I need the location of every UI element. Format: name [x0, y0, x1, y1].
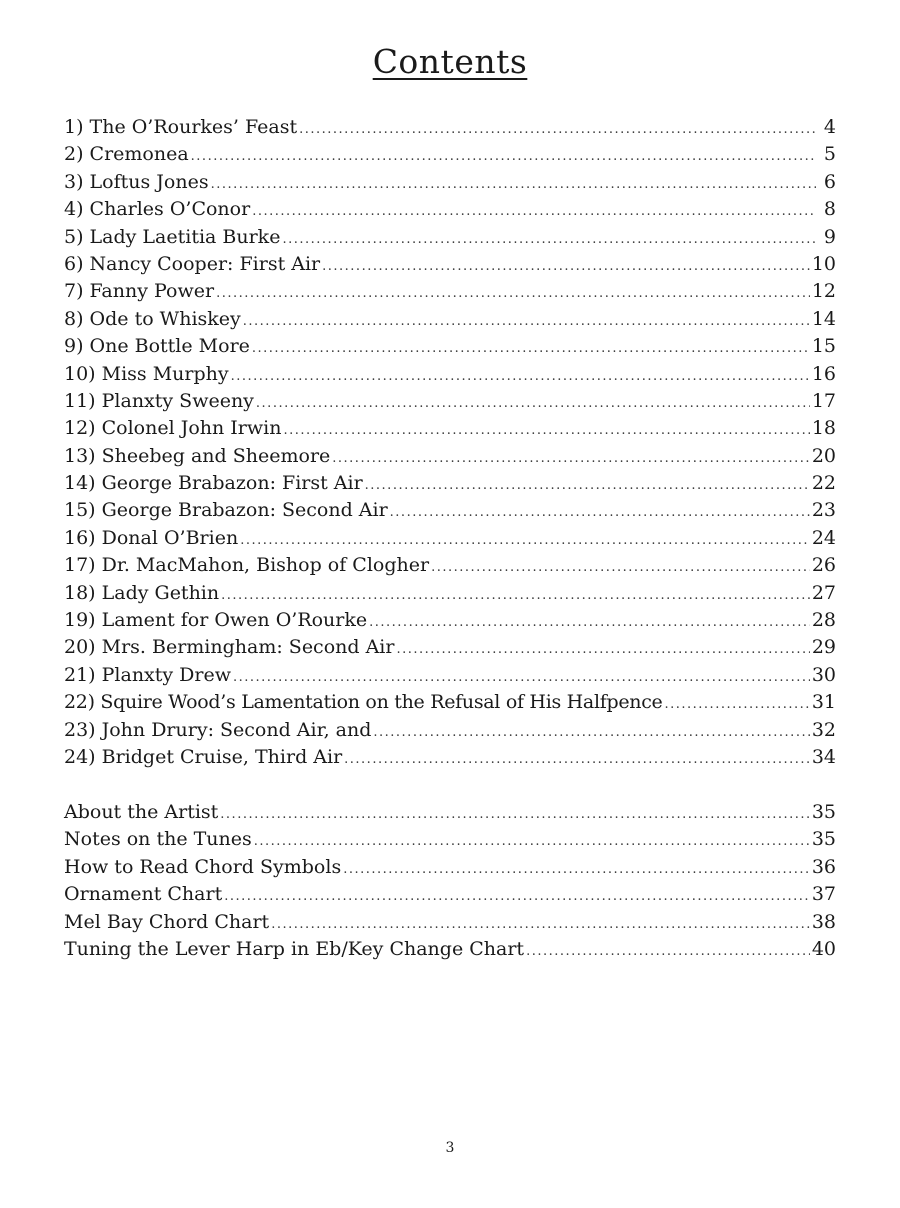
toc-entry [64, 607, 836, 634]
entry-page: 15 [811, 335, 836, 358]
entry-title: 14) George Brabazon: First Air [64, 472, 363, 495]
entry-title: 20) Mrs. Bermingham: Second Air [64, 636, 395, 659]
entry-page: 4 [823, 116, 836, 138]
dot-leader [665, 691, 810, 718]
entry-page: 32 [811, 718, 836, 741]
entry-page: 22 [811, 472, 836, 495]
entry-page: 31 [811, 691, 836, 714]
entry-title: About the Artist [64, 801, 219, 823]
toc-entry [64, 470, 836, 497]
page-number: 3 [445, 1140, 455, 1156]
entry-page: 34 [811, 745, 836, 768]
entry-title: 9) One Bottle More [64, 335, 250, 358]
entry-page: 37 [811, 883, 836, 906]
entry-title: 2) Cremonea [64, 143, 189, 166]
entry-page: 30 [811, 663, 836, 686]
dot-leader [224, 883, 810, 910]
toc-entry [64, 196, 836, 223]
dot-leader [332, 445, 810, 472]
entry-title: Notes on the Tunes [64, 828, 252, 851]
entry-title: Mel Bay Chord Chart [64, 910, 270, 933]
entry-title: 18) Lady Gethin [64, 581, 220, 604]
toc-entry [64, 826, 836, 853]
toc-entry [64, 114, 836, 141]
toc-entry [64, 278, 836, 305]
toc-entry [64, 717, 836, 744]
toc-entry [64, 799, 836, 826]
entry-page: 40 [811, 937, 836, 960]
dot-leader [365, 472, 810, 499]
entry-page: 29 [811, 636, 836, 659]
dot-leader [256, 390, 810, 417]
entry-title: 4) Charles O’Conor [64, 198, 251, 221]
entry-title: 16) Donal O’Brien [64, 526, 239, 549]
entry-title: 6) Nancy Cooper: First Air [64, 252, 321, 275]
dot-leader [343, 856, 810, 883]
entry-title: 13) Sheebeg and Sheemore [64, 444, 331, 467]
toc-entry [64, 744, 836, 771]
dot-leader [211, 171, 816, 198]
dot-leader [252, 335, 810, 362]
entry-page: 38 [811, 910, 836, 933]
dot-leader [231, 363, 810, 390]
dot-leader [191, 143, 816, 170]
entry-title: 10) Miss Murphy [64, 362, 229, 385]
entry-page: 18 [811, 417, 836, 440]
entry-title: 15) George Brabazon: Second Air [64, 499, 388, 522]
entry-page: 8 [823, 198, 836, 221]
entry-page: 9 [823, 225, 836, 248]
toc-entry [64, 224, 836, 251]
dot-leader [216, 280, 810, 307]
entry-title: Tuning the Lever Harp in Eb/Key Change Chart [64, 937, 525, 960]
toc-entry [64, 662, 836, 689]
entry-page: 28 [811, 609, 836, 632]
toc-entry [64, 169, 836, 196]
dot-leader [526, 938, 810, 965]
dot-leader [299, 116, 816, 143]
toc-entry [64, 552, 836, 579]
dot-leader [220, 801, 810, 828]
toc-entry [64, 881, 836, 908]
entry-title: Ornament Chart [64, 883, 223, 906]
entry-title: 17) Dr. MacMahon, Bishop of Clogher [64, 554, 430, 577]
entry-page: 12 [811, 280, 836, 303]
toc-entry [64, 497, 836, 524]
dot-leader [252, 198, 816, 225]
dot-leader [344, 746, 810, 773]
entry-page: 14 [811, 307, 836, 330]
toc-entry [64, 580, 836, 607]
toc-entry [64, 361, 836, 388]
title-text: Contents [372, 42, 528, 81]
entry-title: 1) The O’Rourkes’ Feast [64, 116, 298, 138]
dot-leader [322, 253, 810, 280]
entry-title: 21) Planxty Drew [64, 663, 232, 686]
dot-leader [396, 636, 809, 663]
dot-leader [373, 719, 809, 746]
dot-leader [283, 417, 809, 444]
entry-page: 24 [811, 526, 836, 549]
entry-page: 26 [811, 554, 836, 577]
dot-leader [243, 308, 810, 335]
dot-leader [240, 527, 810, 554]
toc-entry [64, 936, 836, 963]
entry-page: 17 [811, 389, 836, 412]
toc-entry [64, 306, 836, 333]
dot-leader [221, 582, 810, 609]
toc-entry [64, 854, 836, 881]
toc-entry [64, 141, 836, 168]
entry-page: 36 [811, 855, 836, 878]
entry-page: 27 [811, 581, 836, 604]
toc-entry [64, 525, 836, 552]
entry-title: 19) Lament for Owen O’Rourke [64, 609, 368, 632]
entry-title: 23) John Drury: Second Air, and [64, 718, 372, 741]
toc-entry [64, 251, 836, 278]
entry-page: 10 [811, 252, 836, 275]
entry-title: How to Read Chord Symbols [64, 855, 342, 878]
entry-title: 12) Colonel John Irwin [64, 417, 282, 440]
entry-title: 11) Planxty Sweeny [64, 389, 254, 412]
dot-leader [254, 828, 810, 855]
toc-entry [64, 388, 836, 415]
dot-leader [431, 554, 810, 581]
toc-entry [64, 415, 836, 442]
entry-title: 8) Ode to Whiskey [64, 307, 241, 330]
dot-leader [271, 911, 810, 938]
dot-leader [233, 664, 810, 691]
entry-page: 16 [811, 362, 836, 385]
entry-title: 24) Bridget Cruise, Third Air [64, 745, 343, 768]
entry-page: 35 [811, 828, 836, 851]
dot-leader [390, 499, 810, 526]
toc-entry [64, 634, 836, 661]
dot-leader [282, 226, 816, 253]
toc-entry [64, 909, 836, 936]
entry-page: 23 [811, 499, 836, 522]
entry-page: 20 [811, 444, 836, 467]
entry-title: 7) Fanny Power [64, 280, 215, 303]
page-title [0, 42, 900, 81]
entry-title: 3) Loftus Jones [64, 170, 209, 193]
toc-entry [64, 689, 836, 716]
entry-page: 35 [811, 801, 836, 823]
toc-appendix-list [64, 799, 836, 963]
entry-title: 5) Lady Laetitia Burke [64, 225, 281, 248]
toc-entry [64, 333, 836, 360]
toc-tunes-list [64, 114, 836, 771]
toc-entry [64, 443, 836, 470]
dot-leader [369, 609, 810, 636]
entry-page: 5 [823, 143, 836, 166]
entry-page: 6 [823, 170, 836, 193]
entry-title: 22) Squire Wood’s Lamentation on the Refusal of His Halfpence [64, 691, 663, 714]
